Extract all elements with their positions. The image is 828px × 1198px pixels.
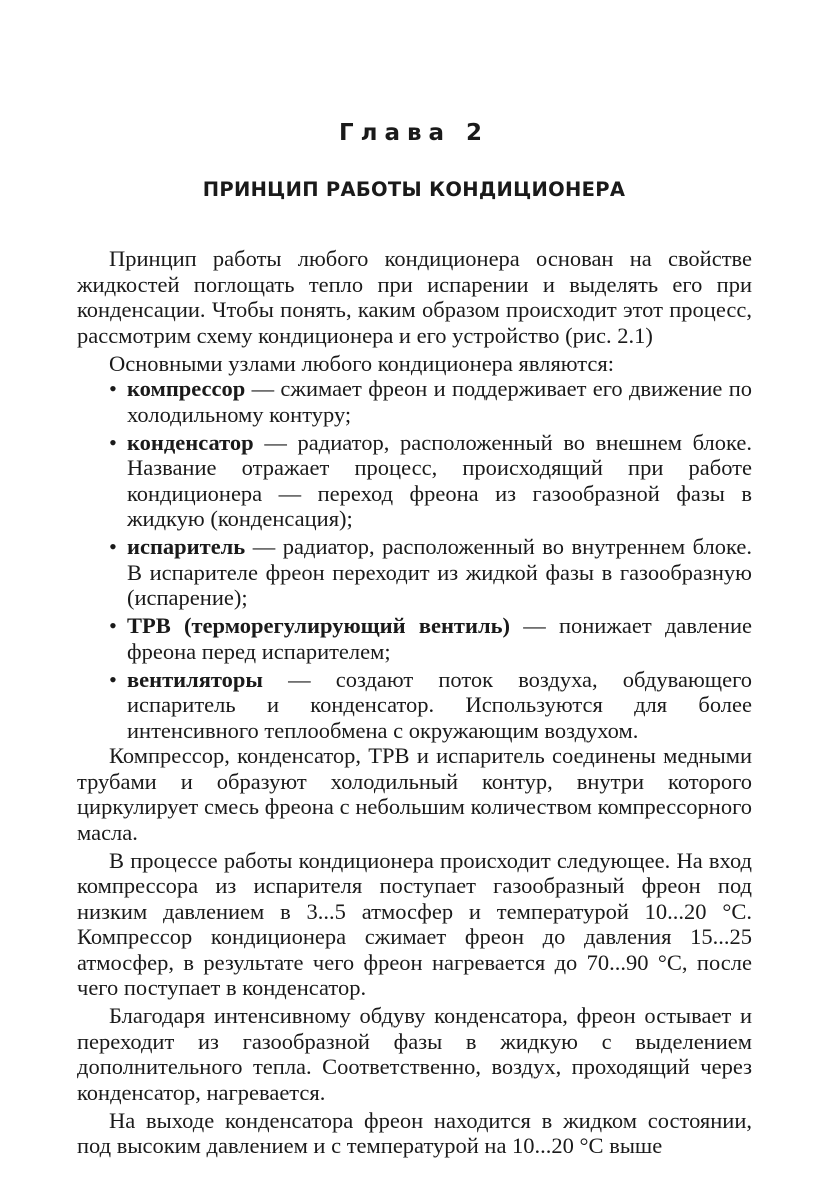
bullet-icon: • <box>109 534 117 559</box>
paragraph-process: В процессе работы кондиционера происходит следующее. На вход компрессора из испарителя поступает газообразный фреон под низким давлением в 3...5 атмосфер и температурой 10...20 °С. Компрессор кондиционера сжимает фреон до давления 15...25 атмосфер, в результате чего фреон нагревается до 70...90 °С, после чего поступает в конденсатор. <box>77 847 752 1000</box>
paragraph-condenser: Благодаря интенсивному обдуву конденсатора, фреон остывает и переходит из газообразной фазы в жидкую с выделением дополнительного тепла. Соответственно, воздух, проходящий через конденсатор, нагревается. <box>77 1003 752 1105</box>
list-item <box>77 430 752 532</box>
list-item-text: — понижает давление фреона перед испарителем; <box>127 613 752 664</box>
chapter-title: ПРИНЦИП РАБОТЫ КОНДИЦИОНЕРА <box>202 178 626 201</box>
paragraph-output: На выходе конденсатора фреон находится в жидком состоянии, под высоким давлением и с температурой на 10...20 °С выше <box>77 1107 752 1158</box>
list-item-text: — радиатор, расположенный во внутреннем блоке. В испарителе фреон переходит из жидкой фазы в газообразную (испарение); <box>127 534 752 610</box>
list-item-text: — создают поток воздуха, обдувающего испаритель и конденсатор. Используются для более интенсивного теплообмена с окружающим воздухом. <box>127 666 752 743</box>
bullet-icon: • <box>109 666 117 692</box>
list-item <box>77 534 752 611</box>
list-item-term: компрессор <box>127 376 246 401</box>
list-item-term: испаритель <box>127 534 246 559</box>
list-item-term: ТРВ (терморегулирующий вентиль) <box>127 613 510 638</box>
bullet-icon: • <box>109 376 117 401</box>
bullet-icon: • <box>109 429 117 455</box>
chapter-heading: Глава 2 <box>338 120 490 146</box>
list-item-term: конденсатор <box>127 429 254 455</box>
list-item-term: вентиляторы <box>127 666 263 692</box>
body-text <box>77 246 752 1159</box>
paragraph-circuit: Компрессор, конденсатор, ТРВ и испаритель соединены медными трубами и образуют холодильный контур, внутри которого циркулирует смесь фреона с небольшим количеством компрессорного масла. <box>77 743 752 845</box>
list-intro-paragraph: Основными узлами любого кондиционера являются: <box>109 350 614 376</box>
list-item-text: — сжимает фреон и поддерживает его движение по холодильному контуру; <box>127 376 752 427</box>
components-list <box>77 376 752 743</box>
intro-paragraph: Принцип работы любого кондиционера основан на свойстве жидкостей поглощать тепло при испарении и выделять его при конденсации. Чтобы понять, каким образом происходит этот процесс, рассмотрим схему кондиционера и его устройство (рис. 2.1) <box>77 246 752 348</box>
list-item <box>77 376 752 427</box>
list-item <box>77 667 752 744</box>
list-item <box>77 613 752 664</box>
bullet-icon: • <box>109 613 117 638</box>
list-item-text: — радиатор, расположенный во внешнем блоке. Название отражает процесс, происходящий при работе кондиционера — переход фреона из газообразной фазы в жидкую (конденсация); <box>127 429 752 531</box>
